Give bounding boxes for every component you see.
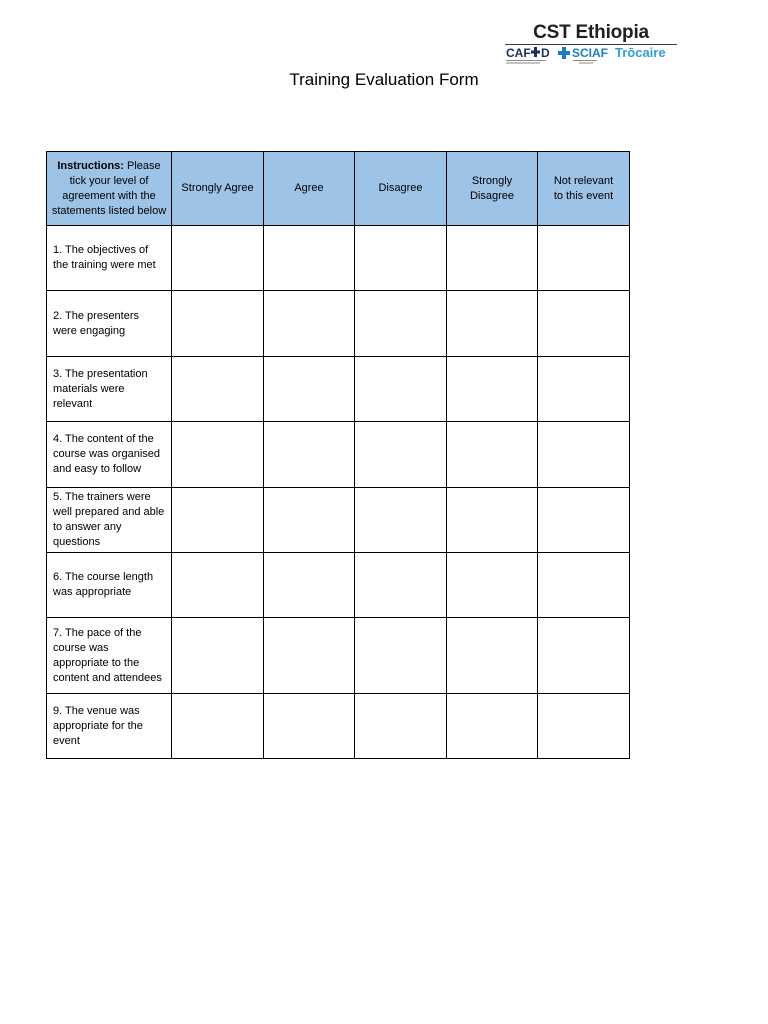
tick-cell-agree[interactable] bbox=[264, 553, 355, 618]
table-row bbox=[47, 618, 630, 694]
instructions-cell bbox=[47, 152, 172, 226]
tick-cell-not-relevant[interactable] bbox=[538, 694, 630, 759]
instructions-label: Instructions: bbox=[57, 159, 124, 172]
tick-cell-strongly-agree[interactable] bbox=[172, 422, 264, 488]
tick-cell-disagree[interactable] bbox=[355, 357, 447, 422]
tick-cell-strongly-agree[interactable] bbox=[172, 357, 264, 422]
column-header-not-relevant: Not relevant to this event bbox=[538, 152, 630, 226]
tick-cell-not-relevant[interactable] bbox=[538, 291, 630, 357]
tick-cell-strongly-disagree[interactable] bbox=[447, 553, 538, 618]
tick-cell-disagree[interactable] bbox=[355, 226, 447, 291]
column-header-strongly-agree: Strongly Agree bbox=[172, 152, 264, 226]
table-row bbox=[47, 291, 630, 357]
tick-cell-not-relevant[interactable] bbox=[538, 618, 630, 694]
tick-cell-disagree[interactable] bbox=[355, 553, 447, 618]
tick-cell-strongly-agree[interactable] bbox=[172, 618, 264, 694]
statement-cell: 7. The pace of the course was appropriate to the content and attendees bbox=[47, 618, 172, 694]
instructions-text: Please tick your level of agreement with the statements listed below bbox=[51, 159, 167, 217]
tick-cell-strongly-disagree[interactable] bbox=[447, 694, 538, 759]
statement-cell: 5. The trainers were well prepared and able to answer any questions bbox=[47, 488, 172, 553]
statement-cell: 9. The venue was appropriate for the event bbox=[47, 694, 172, 759]
column-header-disagree: Disagree bbox=[355, 152, 447, 226]
tick-cell-strongly-disagree[interactable] bbox=[447, 488, 538, 553]
tick-cell-agree[interactable] bbox=[264, 488, 355, 553]
tick-cell-disagree[interactable] bbox=[355, 291, 447, 357]
table-row bbox=[47, 357, 630, 422]
statement-cell: 3. The presentation materials were relevant bbox=[47, 357, 172, 422]
table-row bbox=[47, 553, 630, 618]
logo-divider bbox=[505, 44, 677, 45]
header-row bbox=[47, 152, 630, 226]
tick-cell-strongly-disagree[interactable] bbox=[447, 226, 538, 291]
tick-cell-not-relevant[interactable] bbox=[538, 357, 630, 422]
evaluation-table bbox=[46, 151, 630, 759]
tick-cell-disagree[interactable] bbox=[355, 422, 447, 488]
tick-cell-agree[interactable] bbox=[264, 226, 355, 291]
svg-text:SCIAF: SCIAF bbox=[572, 46, 608, 60]
tick-cell-disagree[interactable] bbox=[355, 488, 447, 553]
cafod-logo bbox=[506, 46, 550, 64]
table-row bbox=[47, 422, 630, 488]
tick-cell-strongly-disagree[interactable] bbox=[447, 291, 538, 357]
tick-cell-strongly-agree[interactable] bbox=[172, 226, 264, 291]
tick-cell-strongly-agree[interactable] bbox=[172, 694, 264, 759]
statement-cell: 4. The content of the course was organised and easy to follow bbox=[47, 422, 172, 488]
sciaf-cross-icon bbox=[558, 47, 570, 59]
statement-cell: 2. The presenters were engaging bbox=[47, 291, 172, 357]
tick-cell-not-relevant[interactable] bbox=[538, 488, 630, 553]
column-header-agree: Agree bbox=[264, 152, 355, 226]
tick-cell-not-relevant[interactable] bbox=[538, 226, 630, 291]
tick-cell-disagree[interactable] bbox=[355, 694, 447, 759]
table-row bbox=[47, 226, 630, 291]
tick-cell-strongly-disagree[interactable] bbox=[447, 357, 538, 422]
logo-title: CST Ethiopia bbox=[533, 22, 649, 43]
tick-cell-agree[interactable] bbox=[264, 618, 355, 694]
tick-cell-agree[interactable] bbox=[264, 357, 355, 422]
tick-cell-disagree[interactable] bbox=[355, 618, 447, 694]
tick-cell-strongly-disagree[interactable] bbox=[447, 618, 538, 694]
partner-logos bbox=[505, 46, 677, 66]
tick-cell-strongly-disagree[interactable] bbox=[447, 422, 538, 488]
tick-cell-agree[interactable] bbox=[264, 422, 355, 488]
tick-cell-agree[interactable] bbox=[264, 291, 355, 357]
statement-cell: 1. The objectives of the training were met bbox=[47, 226, 172, 291]
tick-cell-strongly-agree[interactable] bbox=[172, 488, 264, 553]
tick-cell-strongly-agree[interactable] bbox=[172, 291, 264, 357]
page-title: Training Evaluation Form bbox=[289, 70, 479, 89]
statement-cell: 6. The course length was appropriate bbox=[47, 553, 172, 618]
sciaf-logo bbox=[572, 46, 608, 64]
tick-cell-strongly-agree[interactable] bbox=[172, 553, 264, 618]
column-header-strongly-disagree: Strongly Disagree bbox=[447, 152, 538, 226]
tick-cell-not-relevant[interactable] bbox=[538, 553, 630, 618]
tick-cell-not-relevant[interactable] bbox=[538, 422, 630, 488]
table-row bbox=[47, 488, 630, 553]
table-row bbox=[47, 694, 630, 759]
tick-cell-agree[interactable] bbox=[264, 694, 355, 759]
evaluation-table-body bbox=[47, 226, 630, 759]
svg-text:CAF: CAF bbox=[506, 46, 531, 60]
trocaire-logo bbox=[615, 46, 666, 60]
svg-text:D: D bbox=[541, 46, 550, 60]
svg-text:Trōcaire: Trōcaire bbox=[615, 46, 666, 60]
